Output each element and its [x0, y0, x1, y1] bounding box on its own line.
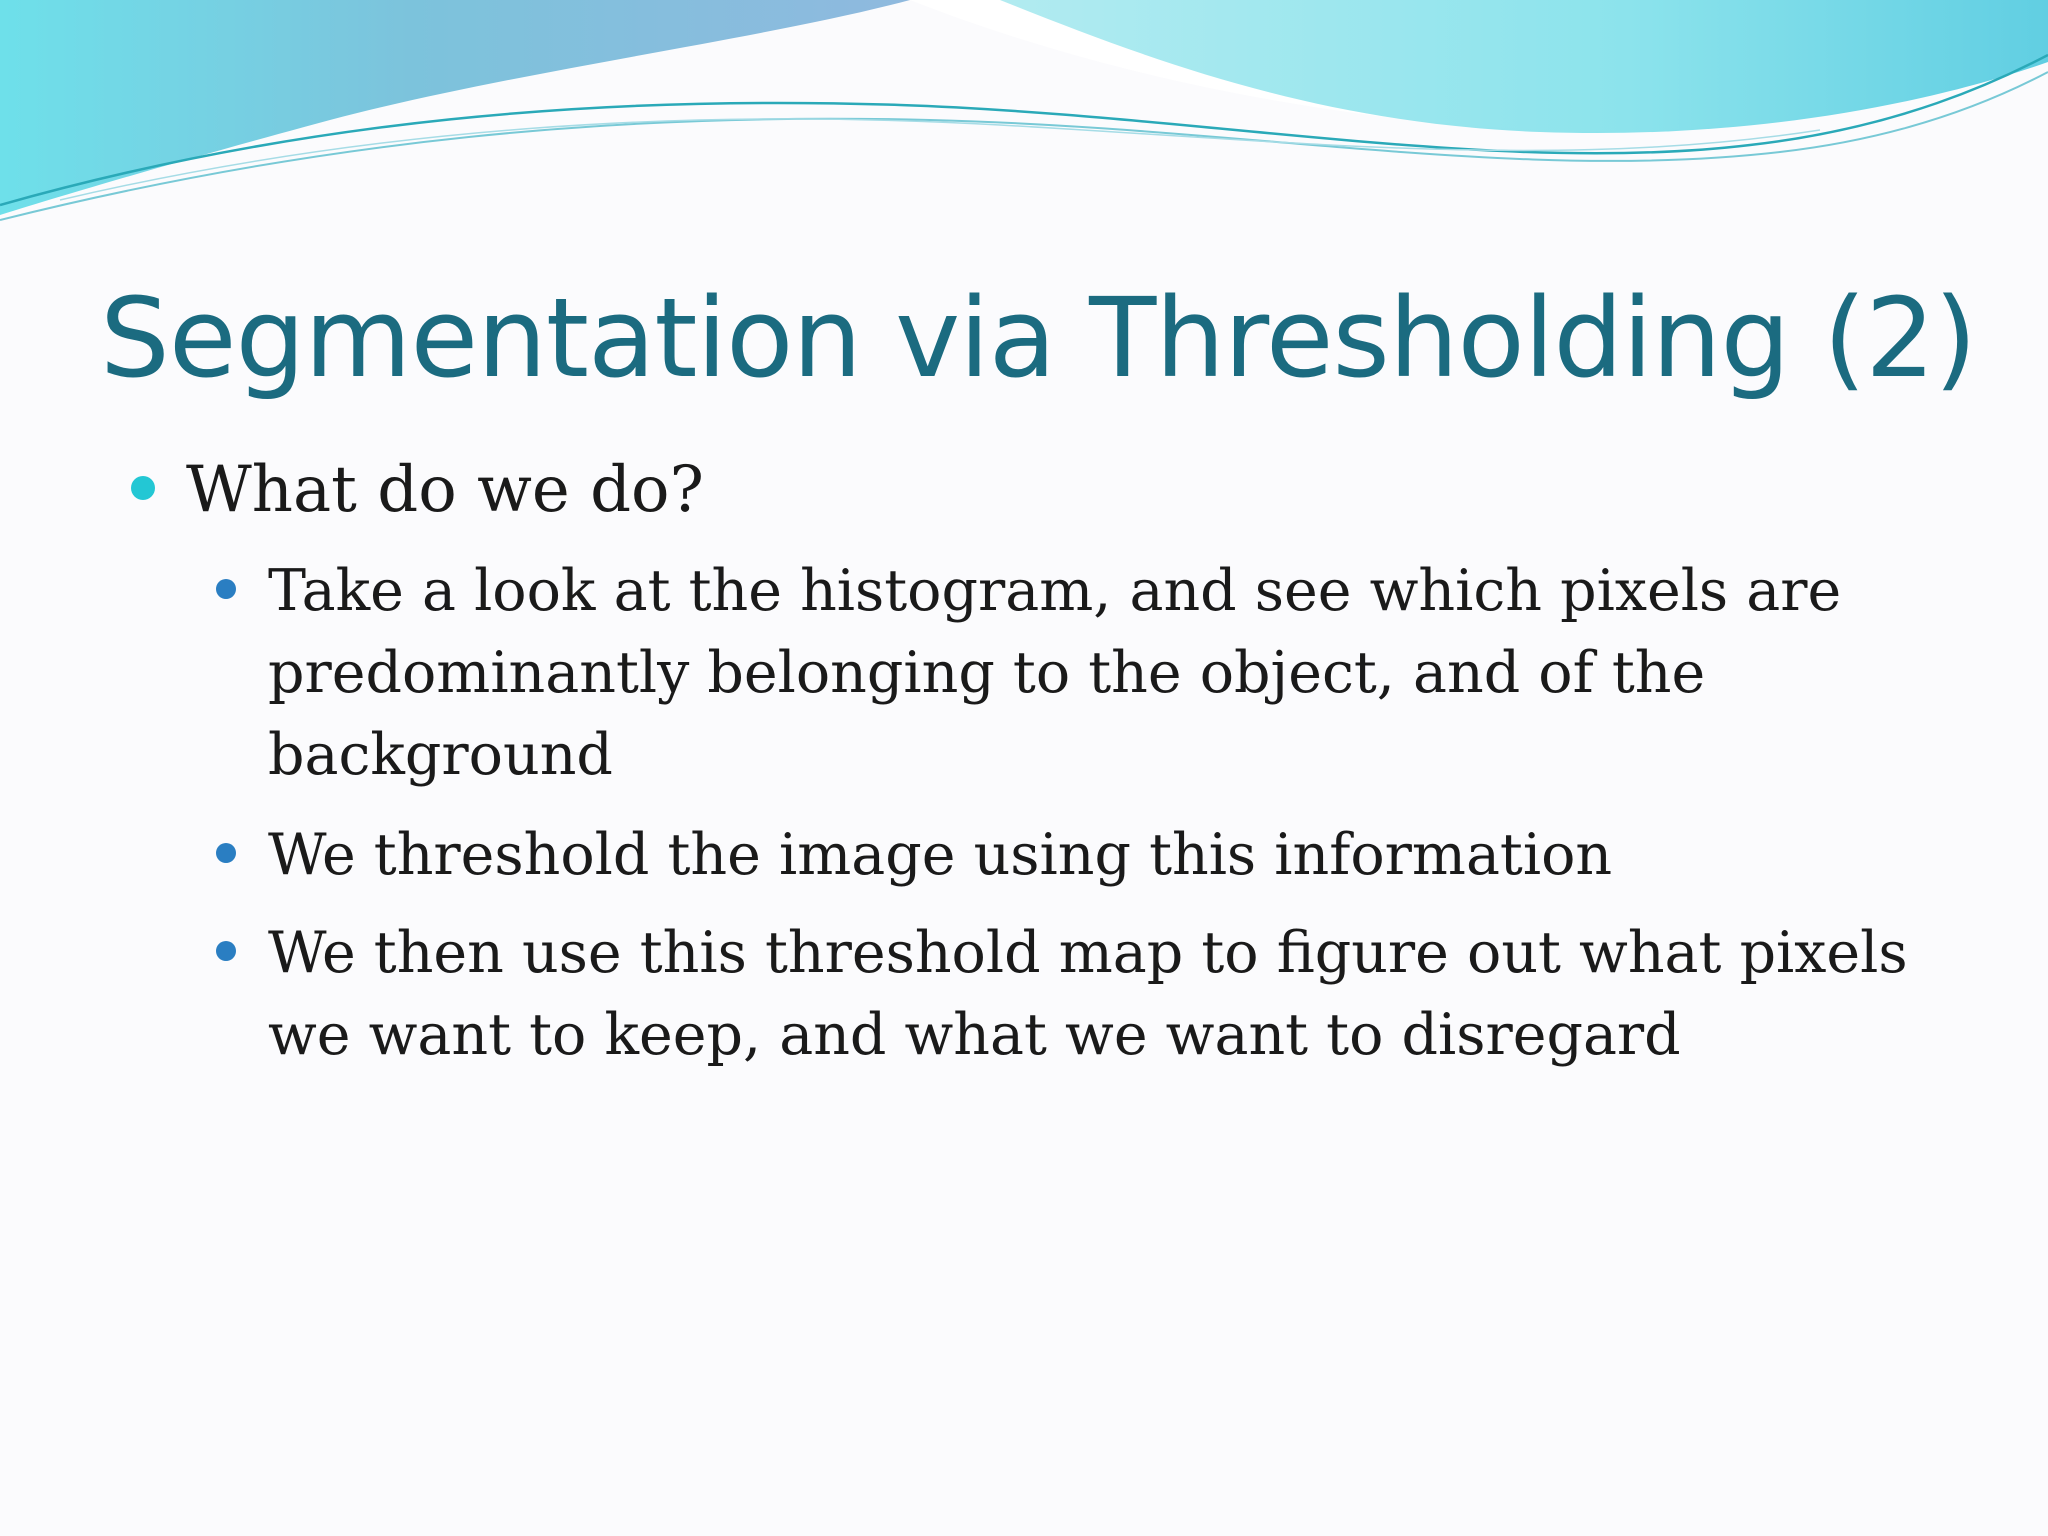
- bullet-dot-icon: [216, 843, 236, 863]
- wave-header-decoration: [0, 0, 2048, 240]
- sub-bullet-histogram: [268, 550, 1998, 796]
- sub-bullet-threshold-image: [268, 814, 1998, 896]
- sub-bullet-text: Take a look at the histogram, and see which pixels are predominantly belonging to the object, and of the background: [268, 558, 1842, 788]
- sub-bullet-text: We threshold the image using this information: [268, 822, 1613, 888]
- slide-title: Segmentation via Thresholding (2): [100, 274, 1977, 402]
- sub-bullet-threshold-map: [268, 912, 1998, 1076]
- bullet-dot-icon: [131, 476, 155, 500]
- bullet-dot-icon: [216, 941, 236, 961]
- sub-bullet-text: We then use this threshold map to figure out what pixels we want to keep, and what we want to disregard: [268, 920, 1908, 1068]
- bullet-what-do-we-do: [186, 450, 1886, 530]
- bullet-text: What do we do?: [186, 453, 704, 527]
- bullet-dot-icon: [216, 579, 236, 599]
